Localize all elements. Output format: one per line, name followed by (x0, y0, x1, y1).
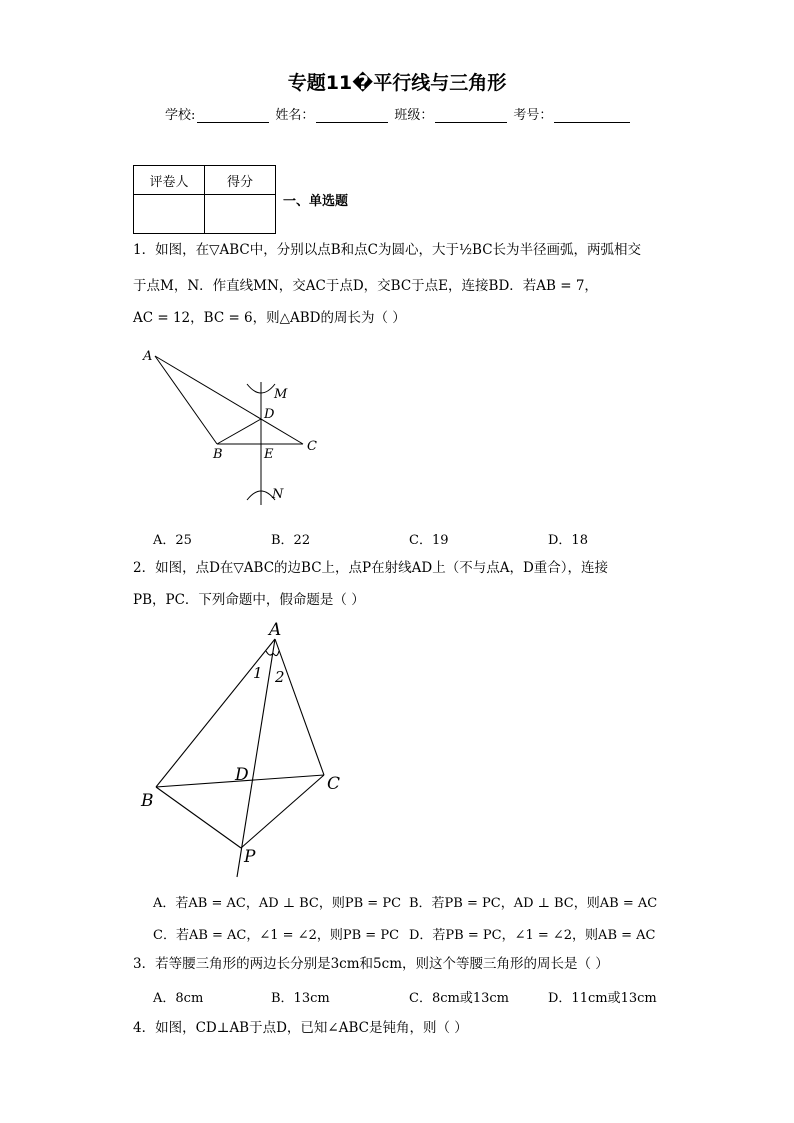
q1-label-c: C (307, 439, 317, 454)
q2-angle-2-arc (273, 651, 279, 656)
number-blank[interactable] (554, 108, 630, 123)
q3-option-a[interactable]: A．8cm (153, 991, 204, 1006)
page-title: 专题11�平行线与三角形 (287, 72, 507, 94)
q2-option-b[interactable]: B．若PB = PC，AD ⊥ BC，则AB = AC (409, 896, 658, 911)
q3-option-d[interactable]: D．11cm或13cm (548, 991, 657, 1006)
score-header: 得分 (205, 166, 276, 195)
q1-label-e: E (264, 447, 274, 462)
score-table (133, 165, 276, 234)
q1-segment-bd (217, 419, 261, 444)
q1-line3: AC = 12，BC = 6，则△ABD的周长为（ ） (133, 310, 406, 326)
q2-side-ac (275, 639, 324, 775)
q2-label-d: D (235, 765, 249, 785)
q2-option-d[interactable]: D．若PB = PC，∠1 = ∠2，则AB = AC (409, 928, 656, 943)
grader-header: 评卷人 (134, 166, 205, 195)
q2-label-angle-2: 2 (275, 668, 285, 686)
number-label: 考号： (513, 108, 553, 123)
student-info-row (165, 104, 636, 123)
q3-option-c[interactable]: C．8cm或13cm (409, 991, 509, 1006)
q1-label-m: M (274, 387, 288, 402)
q3-option-b[interactable]: B．13cm (271, 991, 330, 1006)
grader-cell[interactable] (134, 195, 205, 234)
class-blank[interactable] (435, 108, 507, 123)
q1-option-a[interactable]: A．25 (153, 533, 192, 548)
q3-text: 3．若等腰三角形的两边长分别是3cm和5cm，则这个等腰三角形的周长是（ ） (133, 956, 609, 972)
q2-line1: 2．如图，点D在▽ABC的边BC上，点P在射线AD上（不与点A，D重合），连接 (133, 560, 609, 576)
q4-text: 4．如图，CD⊥AB于点D，已知∠ABC是钝角，则（ ） (133, 1020, 468, 1036)
school-blank[interactable] (197, 108, 269, 123)
q1-figure (135, 340, 335, 510)
q1-line2: 于点M，N．作直线MN，交AC于点D，交BC于点E，连接BD．若AB = 7， (133, 278, 598, 294)
name-label: 姓名： (275, 108, 315, 123)
q2-label-b: B (141, 791, 154, 811)
q2-segment-pc (241, 775, 324, 848)
q2-figure (135, 615, 350, 880)
q2-line2: PB，PC．下列命题中，假命题是（ ） (133, 592, 365, 608)
q1-label-b: B (213, 447, 223, 462)
q1-label-a: A (143, 349, 153, 364)
q2-angle-1-arc (266, 651, 273, 655)
q1-side-ab (155, 356, 217, 444)
class-label: 班级： (394, 108, 434, 123)
q2-side-ab (156, 639, 275, 787)
q1-option-b[interactable]: B．22 (271, 533, 311, 548)
q2-option-c[interactable]: C．若AB = AC，∠1 = ∠2，则PB = PC (153, 928, 400, 943)
name-blank[interactable] (316, 108, 388, 123)
q2-label-p: P (244, 847, 256, 867)
score-cell[interactable] (205, 195, 276, 234)
q1-label-d: D (264, 407, 275, 422)
q2-segment-pb (156, 787, 241, 848)
q2-option-a[interactable]: A．若AB = AC，AD ⊥ BC，则PB = PC (153, 896, 402, 911)
q1-option-c[interactable]: C．19 (409, 533, 449, 548)
section-heading: 一、单选题 (283, 194, 349, 209)
q1-label-n: N (272, 487, 284, 502)
q2-label-angle-1: 1 (253, 664, 263, 682)
school-label: 学校: (165, 108, 196, 123)
q1-option-d[interactable]: D．18 (548, 533, 588, 548)
q2-label-c: C (327, 774, 341, 794)
q1-line1: 1．如图，在▽ABC中，分别以点B和点C为圆心，大于½BC长为半径画弧，两弧相交 (133, 242, 642, 258)
q2-label-a: A (269, 620, 282, 640)
